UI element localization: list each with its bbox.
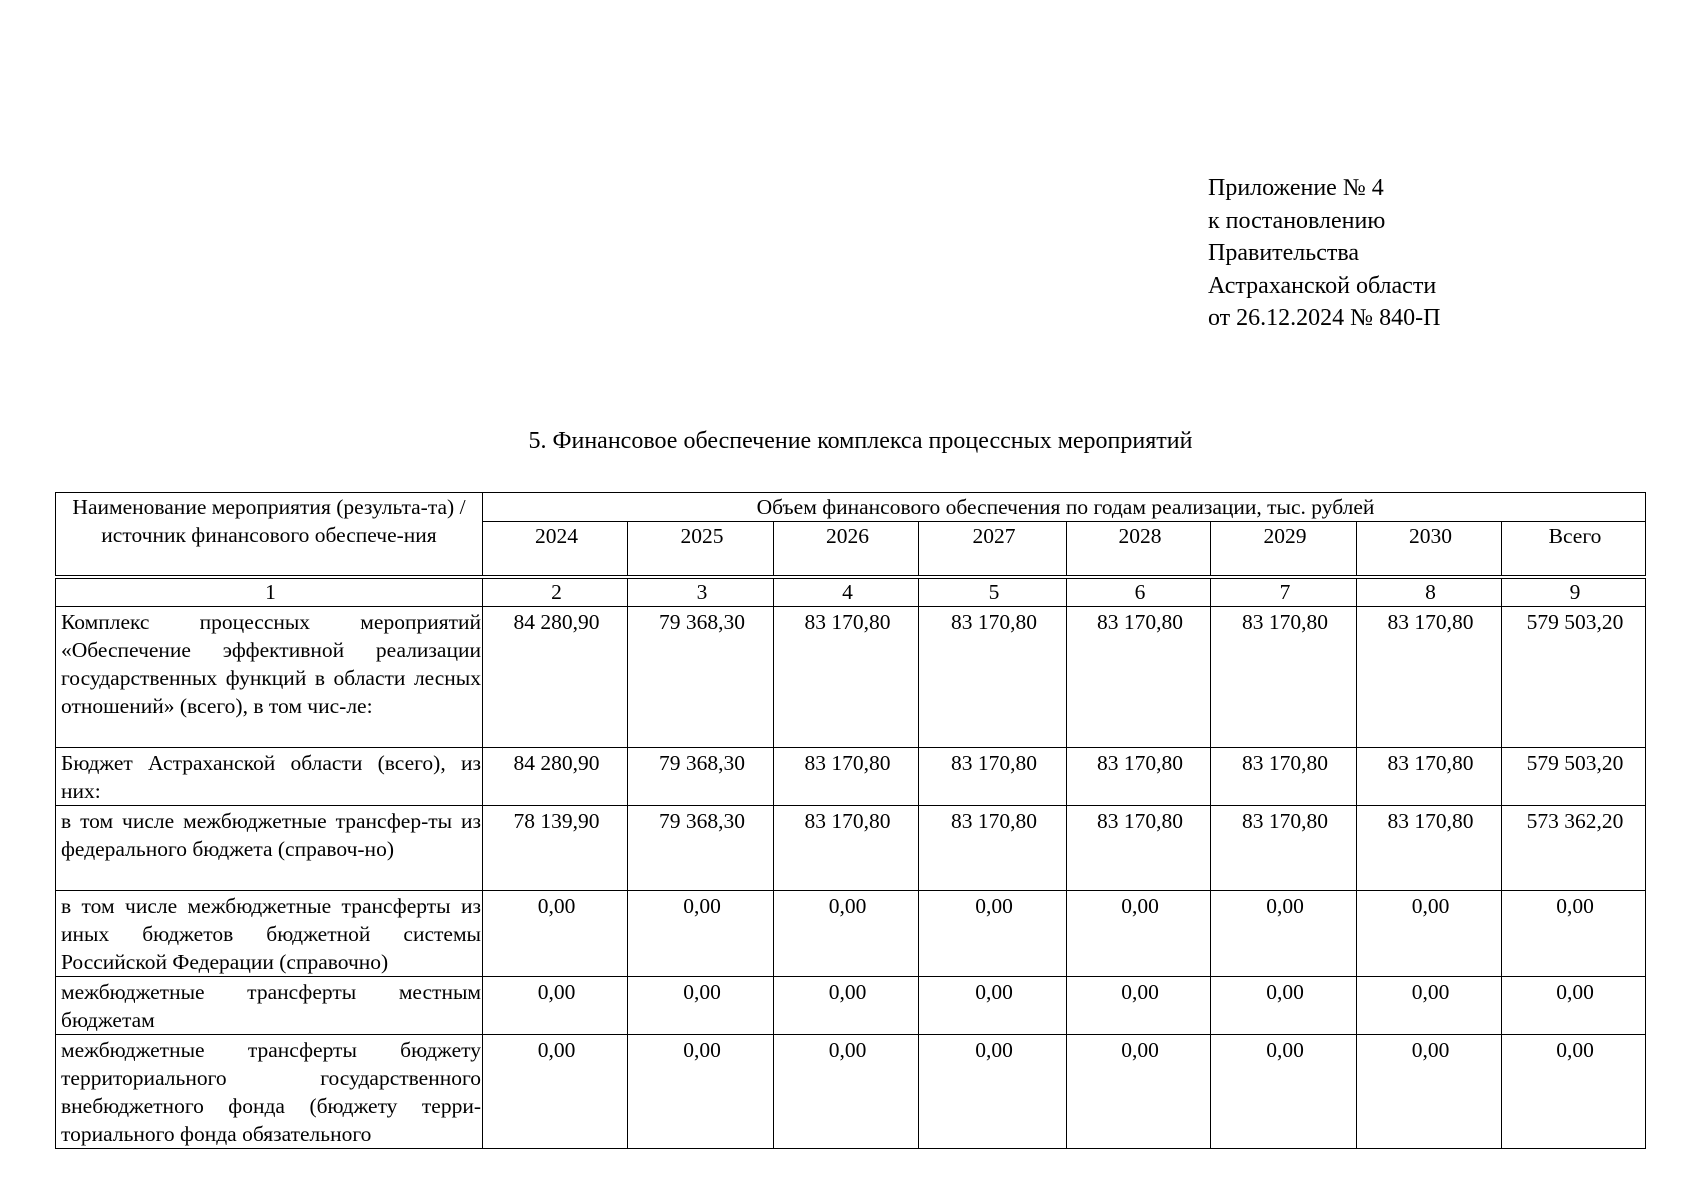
value-cell: 83 170,80 (919, 805, 1067, 890)
header-year-cell: 2030 (1357, 522, 1502, 577)
value-cell: 83 170,80 (774, 606, 919, 747)
row-name-cell: в том числе межбюджетные трансфер-ты из федерального бюджета (справоч-но) (56, 805, 483, 890)
column-number-cell: 1 (56, 577, 483, 607)
appendix-line: Правительства (1208, 240, 1360, 266)
section-title (0, 428, 1697, 455)
value-cell: 79 368,30 (628, 805, 774, 890)
value-cell: 0,00 (1067, 976, 1211, 1034)
value-cell: 79 368,30 (628, 747, 774, 805)
column-number-cell: 4 (774, 577, 919, 607)
column-number-cell: 6 (1067, 577, 1211, 607)
value-cell: 0,00 (483, 890, 628, 976)
value-cell: 83 170,80 (1357, 747, 1502, 805)
row-name-cell: Комплекс процессных мероприятий «Обеспечение эффективной реализации государственных функций в области лесных отношений» (всего), в том чис-ле: (56, 606, 483, 747)
column-number-cell: 9 (1502, 577, 1646, 607)
value-cell: 83 170,80 (919, 606, 1067, 747)
row-name-cell: межбюджетные трансферты бюджету территориального государственного внебюджетного фонда (бюджету терри-ториального фонда обязательного (56, 1034, 483, 1148)
header-year-cell: 2024 (483, 522, 628, 577)
value-cell: 0,00 (1211, 976, 1357, 1034)
total-cell: 0,00 (1502, 1034, 1646, 1148)
value-cell: 0,00 (1067, 890, 1211, 976)
appendix-line: Приложение № 4 (1208, 175, 1384, 201)
value-cell: 0,00 (774, 1034, 919, 1148)
value-cell: 78 139,90 (483, 805, 628, 890)
value-cell: 0,00 (919, 1034, 1067, 1148)
column-number-cell: 8 (1357, 577, 1502, 607)
table-row (56, 805, 1646, 890)
column-number-cell: 2 (483, 577, 628, 607)
row-name-cell: в том числе межбюджетные трансферты из иных бюджетов бюджетной системы Российской Федерации (справочно) (56, 890, 483, 976)
header-year-cell: 2027 (919, 522, 1067, 577)
value-cell: 0,00 (628, 1034, 774, 1148)
appendix-line: Астраханской области (1208, 272, 1437, 299)
column-number-cell: 5 (919, 577, 1067, 607)
value-cell: 0,00 (919, 976, 1067, 1034)
header-group-cell: Объем финансового обеспечения по годам реализации, тыс. рублей (483, 493, 1646, 522)
value-cell: 0,00 (1357, 976, 1502, 1034)
column-number-cell: 3 (628, 577, 774, 607)
value-cell: 0,00 (1211, 890, 1357, 976)
value-cell: 83 170,80 (1211, 606, 1357, 747)
table-row (56, 976, 1646, 1034)
value-cell: 83 170,80 (1067, 747, 1211, 805)
table-row (56, 890, 1646, 976)
column-number-cell: 7 (1211, 577, 1357, 607)
section-title-text: 5. Финансовое обеспечение комплекса процессных мероприятий (528, 428, 1193, 454)
total-cell: 0,00 (1502, 976, 1646, 1034)
value-cell: 84 280,90 (483, 606, 628, 747)
value-cell: 0,00 (483, 1034, 628, 1148)
value-cell: 0,00 (1211, 1034, 1357, 1148)
table-row (56, 1034, 1646, 1148)
value-cell: 0,00 (628, 976, 774, 1034)
value-cell: 0,00 (483, 976, 628, 1034)
value-cell: 83 170,80 (774, 805, 919, 890)
header-year-cell: 2025 (628, 522, 774, 577)
header-year-cell: 2026 (774, 522, 919, 577)
row-name-cell: Бюджет Астраханской области (всего), из них: (56, 747, 483, 805)
value-cell: 83 170,80 (1067, 606, 1211, 747)
total-cell: 0,00 (1502, 890, 1646, 976)
financing-table (55, 492, 1646, 1149)
value-cell: 79 368,30 (628, 606, 774, 747)
value-cell: 0,00 (1067, 1034, 1211, 1148)
value-cell: 0,00 (1357, 1034, 1502, 1148)
value-cell: 0,00 (774, 890, 919, 976)
value-cell: 83 170,80 (1067, 805, 1211, 890)
appendix-line: от 26.12.2024 № 840-П (1208, 305, 1441, 331)
value-cell: 0,00 (628, 890, 774, 976)
appendix-block (1208, 172, 1440, 335)
header-total-cell: Всего (1502, 522, 1646, 577)
table-row (56, 606, 1646, 747)
value-cell: 83 170,80 (774, 747, 919, 805)
row-name-cell: межбюджетные трансферты местным бюджетам (56, 976, 483, 1034)
header-row (56, 493, 1646, 522)
column-numbers-row (56, 577, 1646, 607)
header-year-cell: 2028 (1067, 522, 1211, 577)
value-cell: 0,00 (1357, 890, 1502, 976)
total-cell: 573 362,20 (1502, 805, 1646, 890)
total-cell: 579 503,20 (1502, 747, 1646, 805)
total-cell: 579 503,20 (1502, 606, 1646, 747)
appendix-line: к постановлению (1208, 207, 1386, 234)
value-cell: 83 170,80 (919, 747, 1067, 805)
value-cell: 83 170,80 (1211, 805, 1357, 890)
value-cell: 84 280,90 (483, 747, 628, 805)
table-row (56, 747, 1646, 805)
value-cell: 83 170,80 (1357, 606, 1502, 747)
value-cell: 83 170,80 (1357, 805, 1502, 890)
header-year-cell: 2029 (1211, 522, 1357, 577)
value-cell: 0,00 (774, 976, 919, 1034)
value-cell: 0,00 (919, 890, 1067, 976)
header-name-cell: Наименование мероприятия (результа-та) / источник финансового обеспече-ния (56, 493, 483, 577)
value-cell: 83 170,80 (1211, 747, 1357, 805)
